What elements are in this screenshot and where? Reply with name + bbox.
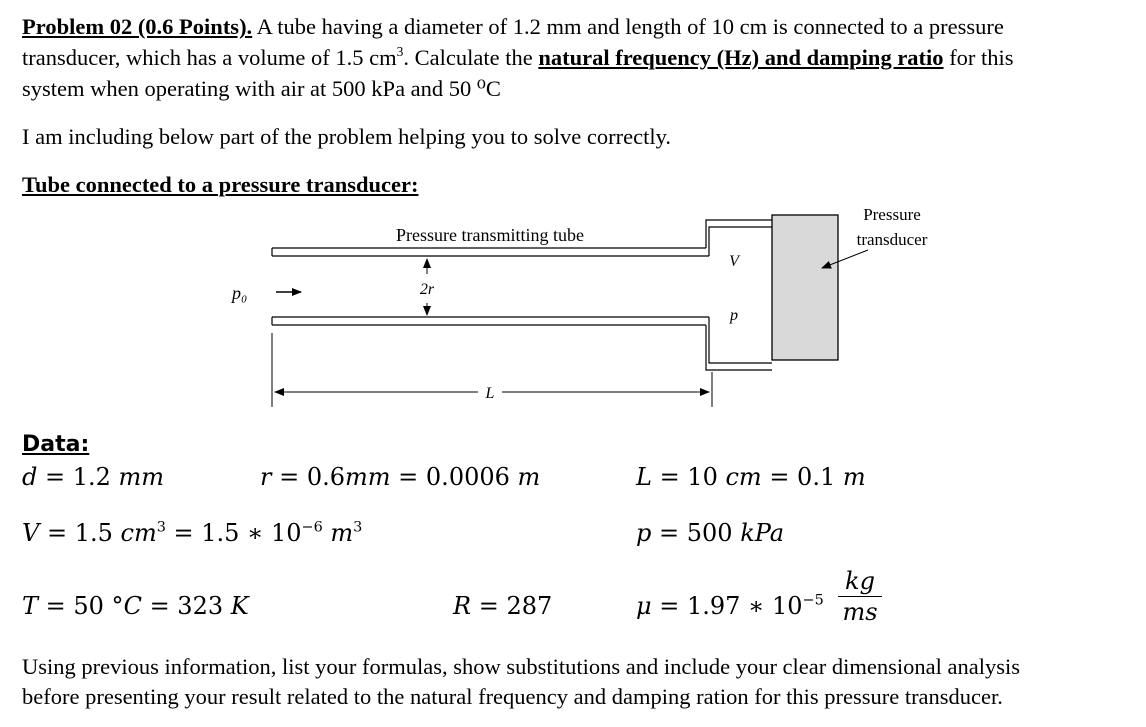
data-r: r = 0.6mm = 0.0006 m <box>260 463 541 491</box>
data-V-mid: = 1.5 ∗ 10 <box>165 519 302 547</box>
data-V-exp2: −6 <box>301 519 323 536</box>
figure-title: Tube connected to a pressure transducer: <box>22 172 419 197</box>
data-L: L = 10 cm = 0.1 m <box>636 463 866 491</box>
cubic-superscript: 3 <box>396 44 404 60</box>
problem-line-1-text: A tube having a diameter of 1.2 mm and length of 10 cm is connected to a pressure <box>252 14 1004 39</box>
closing-line-2: before presenting your result related to the natural frequency and damping ration for this pressure transducer. <box>22 684 1003 709</box>
data-mu-fraction <box>838 566 882 627</box>
closing-line-1: Using previous information, list your formulas, show substitutions and include your clear dimensional analysis <box>22 654 1020 679</box>
data-mu-main: μ = 1.97 ∗ 10 <box>636 592 803 620</box>
data-V-exp1: 3 <box>156 519 166 536</box>
data-heading: Data: <box>22 432 90 457</box>
pressure-label: p <box>730 307 738 324</box>
transducer-label-line-1: Pressure <box>863 205 921 224</box>
helper-text: I am including below part of the problem helping you to solve correctly. <box>22 124 671 149</box>
data-R: R = 287 <box>453 592 553 620</box>
data-V <box>22 519 362 547</box>
problem-emphasis: natural frequency (Hz) and damping ratio <box>538 45 944 70</box>
data-mu-denominator: ms <box>842 598 878 626</box>
length-label: L <box>485 385 495 402</box>
problem-heading: Problem 02 (0.6 Points). <box>22 14 253 39</box>
data-V-unit: m <box>330 519 354 547</box>
problem-line-2-text-b: . Calculate the <box>403 45 539 70</box>
data-V-main: V = 1.5 cm <box>22 519 157 547</box>
volume-label: V <box>729 253 739 270</box>
p0-label: p₀ <box>232 283 248 303</box>
data-T: T = 50 °C = 323 K <box>22 592 249 620</box>
data-p: p = 500 kPa <box>636 519 785 547</box>
transducer-block <box>772 215 838 360</box>
problem-line-2-text-a: transducer, which has a volume of 1.5 cm <box>22 45 397 70</box>
data-mu-numerator: kg <box>845 567 875 595</box>
problem-line-2-text-c: for this <box>943 45 1014 70</box>
problem-line-3: system when operating with air at 500 kPa and 50 ⁰C <box>22 76 501 101</box>
data-mu-exp: −5 <box>802 592 824 609</box>
tube-label: Pressure transmitting tube <box>396 225 584 245</box>
data-d: d = 1.2 mm <box>22 463 165 491</box>
transducer-label-line-2: transducer <box>856 230 928 249</box>
tube-walls <box>272 248 709 325</box>
data-V-exp3: 3 <box>353 519 363 536</box>
cavity-walls <box>706 220 772 370</box>
data-mu <box>636 592 824 620</box>
radius-label: 2r <box>419 281 435 298</box>
